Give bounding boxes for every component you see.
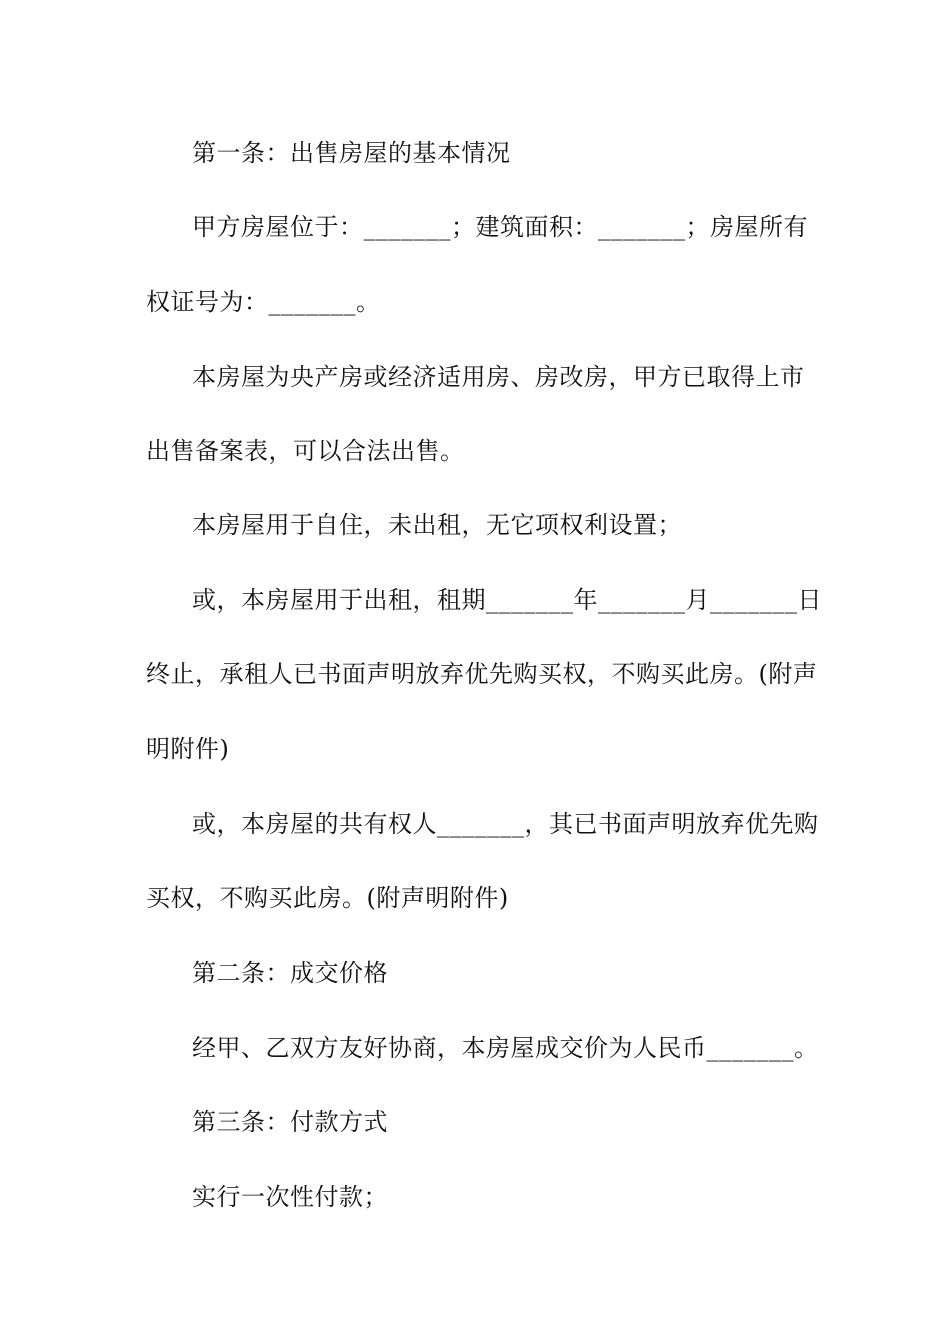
rental-line-2: 终止，承租人已书面声明放弃优先购买权，不购买此房。(附声 bbox=[146, 660, 818, 688]
rental-line-1: 或，本房屋用于出租，租期_______年_______月_______日 bbox=[192, 586, 822, 614]
price-line: 经甲、乙双方友好协商，本房屋成交价为人民币_______。 bbox=[192, 1034, 819, 1062]
co-owner-line-2: 买权，不购买此房。(附声明附件) bbox=[146, 884, 509, 912]
property-type-line-2: 出售备案表，可以合法出售。 bbox=[146, 437, 465, 465]
payment-method-line: 实行一次性付款； bbox=[192, 1183, 388, 1211]
self-use-line: 本房屋用于自住，未出租，无它项权利设置； bbox=[192, 511, 682, 539]
clause-3-heading: 第三条：付款方式 bbox=[192, 1108, 388, 1136]
property-location-line: 甲方房屋位于：_______；建筑面积：_______；房屋所有 bbox=[192, 213, 808, 241]
clause-2-heading: 第二条：成交价格 bbox=[192, 959, 388, 987]
property-type-line-1: 本房屋为央产房或经济适用房、房改房，甲方已取得上市 bbox=[192, 363, 805, 391]
co-owner-line-1: 或，本房屋的共有权人_______，其已书面声明放弃优先购 bbox=[192, 810, 819, 838]
property-certificate-line: 权证号为：_______。 bbox=[146, 288, 381, 316]
rental-line-3: 明附件) bbox=[146, 735, 230, 763]
clause-1-heading: 第一条：出售房屋的基本情况 bbox=[192, 139, 511, 167]
